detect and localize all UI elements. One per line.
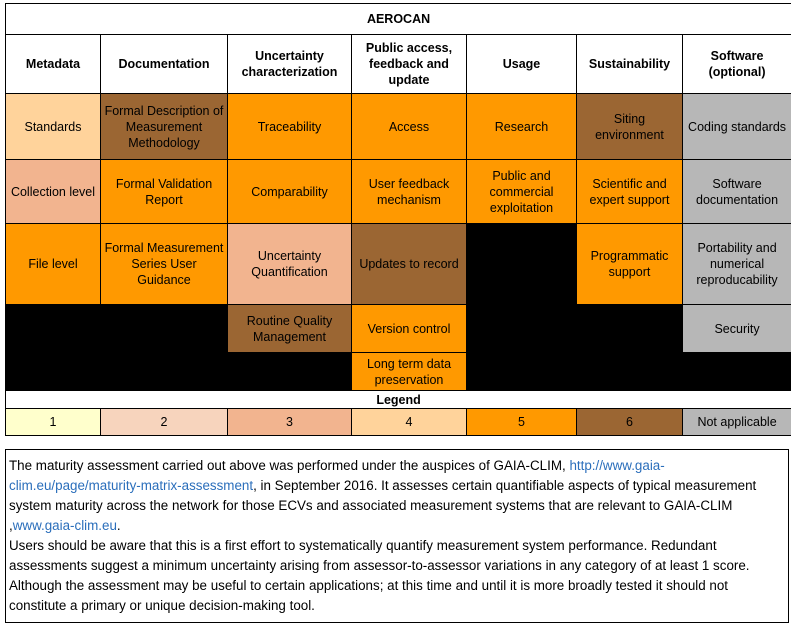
matrix-cell: Formal Description of Measurement Methodology	[101, 94, 228, 160]
matrix-cell	[577, 353, 683, 391]
matrix-cell	[467, 305, 577, 353]
matrix-cell: Coding standards	[683, 94, 791, 160]
gaia-clim-link[interactable]: www.gaia-clim.eu	[13, 518, 117, 533]
matrix-cell: Access	[352, 94, 467, 160]
matrix-cell: Security	[683, 305, 791, 353]
header-row	[6, 35, 791, 94]
matrix-cell: Scientific and expert support	[577, 160, 683, 224]
legend-swatch: 5	[467, 409, 577, 436]
note-paragraph-1	[9, 456, 785, 536]
matrix-cell: Software documentation	[683, 160, 791, 224]
maturity-matrix-link[interactable]: http://www.gaia-clim.eu/page/maturity-matrix-assessment	[9, 458, 665, 493]
matrix-row	[6, 160, 791, 224]
column-header: Metadata	[6, 35, 101, 94]
legend-title: Legend	[6, 391, 791, 409]
matrix-cell	[6, 353, 101, 391]
matrix-cell: Updates to record	[352, 224, 467, 305]
column-header: Sustainability	[577, 35, 683, 94]
matrix-cell: Long term data preservation	[352, 353, 467, 391]
matrix-row	[6, 94, 791, 160]
legend-swatch: Not applicable	[683, 409, 791, 436]
note-text-1a: The maturity assessment carried out above was performed under the auspices of GAIA-CLIM,	[9, 458, 569, 473]
matrix-cell	[577, 305, 683, 353]
column-header: Documentation	[101, 35, 228, 94]
matrix-row	[6, 353, 791, 391]
legend-row	[6, 409, 791, 436]
matrix-cell: File level	[6, 224, 101, 305]
note-text-1b: , in September 2016. It assesses certain quantifiable aspects of typical measurement system maturity across the network for those ECVs and associated measurement systems that are relevant to GAIA-CLIM ,	[9, 478, 756, 533]
matrix-cell: Traceability	[228, 94, 352, 160]
column-header: Software (optional)	[683, 35, 791, 94]
note-text-1c: .	[117, 518, 121, 533]
legend-swatch: 4	[352, 409, 467, 436]
matrix-cell	[101, 305, 228, 353]
matrix-cell	[101, 353, 228, 391]
matrix-cell: Programmatic support	[577, 224, 683, 305]
matrix-cell: User feedback mechanism	[352, 160, 467, 224]
matrix-cell: Formal Validation Report	[101, 160, 228, 224]
column-header: Uncertainty characterization	[228, 35, 352, 94]
column-header: Usage	[467, 35, 577, 94]
legend-swatch: 2	[101, 409, 228, 436]
matrix-cell: Formal Measurement Series User Guidance	[101, 224, 228, 305]
matrix-cell: Comparability	[228, 160, 352, 224]
matrix-cell: Routine Quality Management	[228, 305, 352, 353]
matrix-cell: Collection level	[6, 160, 101, 224]
legend-swatch: 6	[577, 409, 683, 436]
matrix-cell: Version control	[352, 305, 467, 353]
column-header: Public access, feedback and update	[352, 35, 467, 94]
matrix-cell: Research	[467, 94, 577, 160]
matrix-cell: Public and commercial exploitation	[467, 160, 577, 224]
matrix-cell: Portability and numerical reproducability	[683, 224, 791, 305]
legend-swatch: 3	[228, 409, 352, 436]
legend-swatch: 1	[6, 409, 101, 436]
matrix-cell	[6, 305, 101, 353]
note-paragraph-2: Users should be aware that this is a first effort to systematically quantify measurement system performance. Redundant assessments suggest a minimum uncertainty arising from assessor-to-assessor variations in any category of at least 1 score. Although the assessment may be useful to certain applications; at this time and until it is more broadly tested it should not constitute a primary or unique decision-making tool.	[9, 536, 785, 616]
disclaimer-note	[5, 449, 789, 623]
matrix-cell: Siting environment	[577, 94, 683, 160]
matrix-title: AEROCAN	[6, 4, 791, 35]
matrix-cell	[683, 353, 791, 391]
matrix-row	[6, 224, 791, 305]
matrix-cell	[228, 353, 352, 391]
matrix-cell: Uncertainty Quantification	[228, 224, 352, 305]
matrix-cell	[467, 224, 577, 305]
matrix-row	[6, 305, 791, 353]
matrix-body	[6, 4, 791, 436]
maturity-matrix-table	[5, 3, 791, 436]
matrix-cell: Standards	[6, 94, 101, 160]
matrix-cell	[467, 353, 577, 391]
